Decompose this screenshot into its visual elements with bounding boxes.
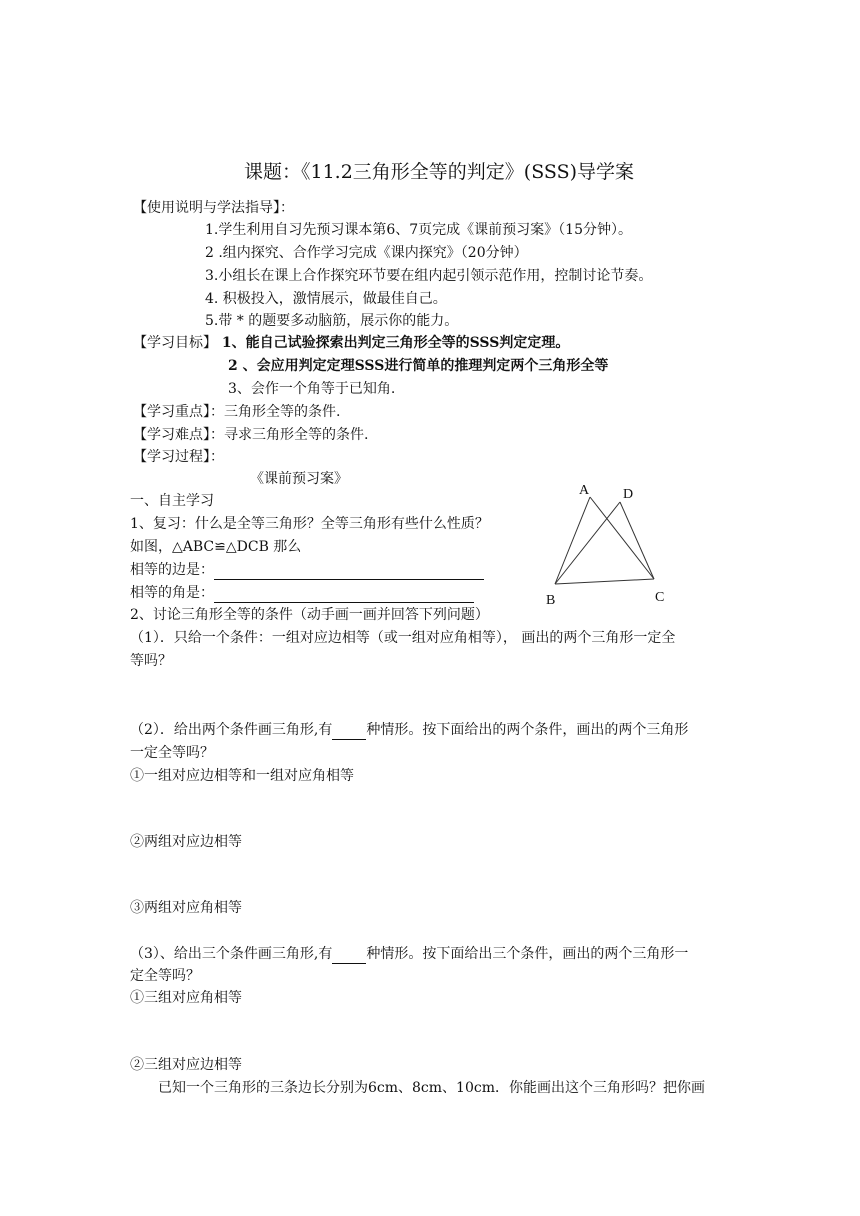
goals-label: 【学习目标】 <box>133 335 217 351</box>
equal-sides-blank[interactable] <box>214 565 484 580</box>
part3-paragraph: 已知一个三角形的三条边长分别为6cm、8cm、10cm．你能画出这个三角形吗？把你画 <box>158 1080 705 1096</box>
key-point <box>133 402 340 422</box>
part2-line-1 <box>130 720 688 740</box>
part3-line-2: 定全等吗？ <box>130 968 200 984</box>
process <box>133 447 224 467</box>
goal-3: 3、会作一个角等于已知角. <box>228 381 396 397</box>
difficulty <box>133 425 368 445</box>
segment-bd <box>555 502 620 584</box>
process-text: ： <box>210 449 224 465</box>
part2-text-b: 种情形。按下面给出的两个条件，画出的两个三角形 <box>366 722 689 738</box>
equal-sides-row <box>130 560 484 580</box>
usage-item-3: 3.小组长在课上合作探究环节要在组内起引领示范作用，控制讨论节奏。 <box>205 268 653 284</box>
part1-line-1: （1）．只给一个条件：一组对应边相等（或一组对应角相等）， 画出的两个三角形一定全 <box>130 630 676 646</box>
difficulty-label: 【学习难点】 <box>133 427 210 443</box>
usage-heading: 【使用说明与学法指导】： <box>133 200 294 216</box>
goal-1: 1、能自己试验探索出判定三角形全等的SSS判定定理。 <box>217 335 570 351</box>
usage-item-4: 4. 积极投入，激情展示，做最佳自己。 <box>205 291 447 307</box>
part2-text-a: （2）．给出两个条件画三角形,有 <box>130 722 333 738</box>
equal-angles-label: 相等的角是： <box>130 585 214 601</box>
key-point-text: ：三角形全等的条件. <box>210 404 341 420</box>
part2-option-c: ③两组对应角相等 <box>130 900 242 916</box>
part3-line-1 <box>130 944 688 964</box>
segment-dc <box>620 502 654 579</box>
segment-ba <box>555 497 590 584</box>
part1-line-2: 等吗？ <box>130 653 172 669</box>
usage-item-2: 2 .组内探究、合作学习完成《课内探究》（20分钟） <box>205 245 528 261</box>
preview-title: 《课前预习案》 <box>250 471 348 487</box>
process-label: 【学习过程】 <box>133 449 210 465</box>
segment-ac <box>590 497 654 579</box>
label-d: D <box>623 487 634 502</box>
label-c: C <box>655 590 665 605</box>
page-title: 课题：《11.2三角形全等的判定》(SSS)导学案 <box>244 161 635 183</box>
part3-option-b: ②三组对应边相等 <box>130 1057 242 1073</box>
triangle-figure <box>540 480 680 610</box>
key-point-label: 【学习重点】 <box>133 404 210 420</box>
usage-item-5: 5.带 * 的题要多动脑筋，展示你的能力。 <box>205 313 459 329</box>
equal-angles-blank[interactable] <box>214 588 474 603</box>
part3-option-a: ①三组对应角相等 <box>130 990 242 1006</box>
part2-option-b: ②两组对应边相等 <box>130 834 242 850</box>
part2-line-2: 一定全等吗？ <box>130 745 214 761</box>
difficulty-text: ：寻求三角形全等的条件. <box>210 427 369 443</box>
usage-item-1: 1.学生利用自习先预习课本第6、7页完成《课前预习案》（15分钟）。 <box>205 222 632 238</box>
part2-option-a: ①一组对应边相等和一组对应角相等 <box>130 768 354 784</box>
question-1: 1、复习：什么是全等三角形？全等三角形有些什么性质？ <box>130 516 489 532</box>
segment-bc <box>555 579 654 584</box>
question-1-figure-ref: 如图，△ABC≌△DCB 那么 <box>130 539 302 555</box>
label-b: B <box>546 593 556 608</box>
goals-line-1 <box>133 333 569 353</box>
section1-heading: 一、自主学习 <box>130 493 214 509</box>
goal-2: 2 、会应用判定定理SSS进行简单的推理判定两个三角形全等 <box>228 358 609 374</box>
part3-text-b: 种情形。按下面给出三个条件，画出的两个三角形一 <box>366 946 689 962</box>
part3-blank[interactable] <box>332 949 366 964</box>
part3-text-a: （3）、给出三个条件画三角形,有 <box>130 946 333 962</box>
section2-heading: 2、讨论三角形全等的条件（动手画一画并回答下列问题） <box>130 607 489 623</box>
equal-angles-row <box>130 583 474 603</box>
part2-blank[interactable] <box>332 725 366 740</box>
label-a: A <box>579 483 590 498</box>
equal-sides-label: 相等的边是： <box>130 562 214 578</box>
